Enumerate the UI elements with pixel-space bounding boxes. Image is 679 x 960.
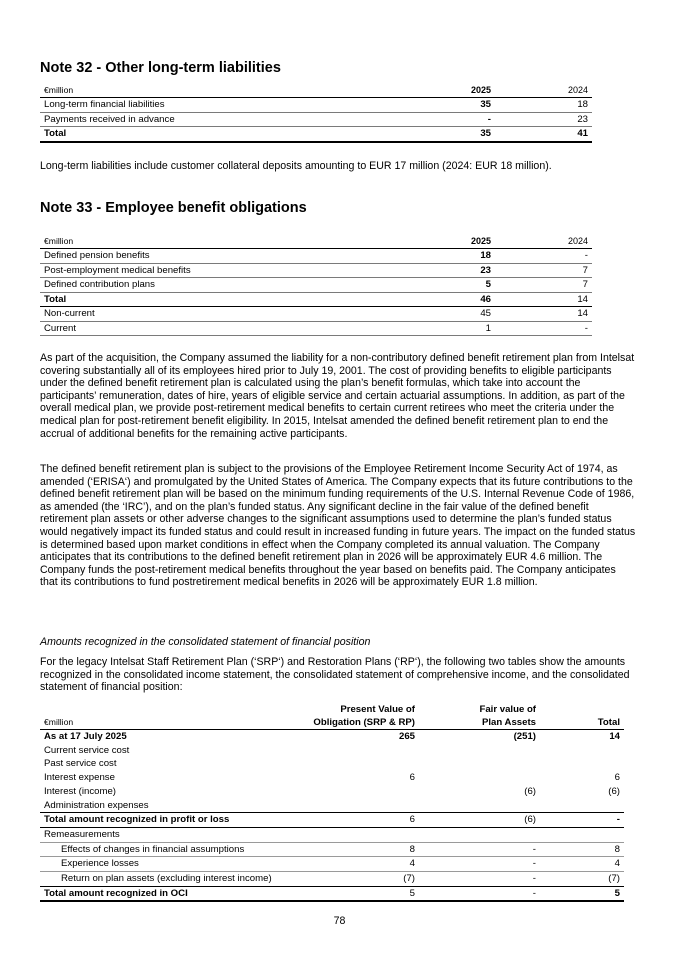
value-2025: 18 (370, 249, 495, 264)
table-header (40, 84, 592, 98)
row-label: Remeasurements (40, 827, 302, 842)
table-row (40, 785, 624, 799)
table-row (40, 872, 624, 887)
note33-table (40, 235, 592, 336)
value-pv (302, 757, 419, 771)
value-total: - (540, 813, 624, 828)
value-total: 8 (540, 842, 624, 857)
row-label: Experience losses (40, 857, 302, 872)
row-label: Long-term financial liabilities (40, 98, 370, 113)
value-fv (419, 799, 540, 813)
value-2025: 46 (370, 292, 495, 307)
col-2024: 2024 (495, 84, 592, 98)
table-row (40, 321, 592, 336)
row-label: As at 17 July 2025 (44, 731, 127, 742)
table-row (40, 842, 624, 857)
table-row (40, 799, 624, 813)
note32-table (40, 84, 592, 143)
row-label: Administration expenses (44, 799, 149, 811)
value-total: 6 (614, 772, 620, 784)
value-2024: 7 (495, 278, 592, 293)
row-label: Total (40, 127, 370, 142)
row-label: Current service cost (44, 744, 130, 756)
unit-label: €million (40, 703, 302, 730)
value-2025: 23 (370, 263, 495, 278)
pl-total-row (40, 813, 624, 828)
row-label: Current (40, 321, 370, 336)
value-2025: 1 (370, 321, 495, 336)
col-present-value-line2: Obligation (SRP & RP) (313, 717, 415, 728)
value-fv: (6) (524, 785, 536, 797)
row-label: Past service cost (44, 758, 117, 770)
value-2024: 18 (495, 98, 592, 113)
value-2024: 14 (495, 307, 592, 322)
value-total (540, 799, 624, 813)
value-fv: (251) (513, 731, 536, 742)
value-2025: 45 (370, 307, 495, 322)
col-2025: 2025 (370, 235, 495, 249)
value-fv (419, 744, 540, 758)
page-number: 78 (333, 915, 346, 927)
row-label: Payments received in advance (40, 112, 370, 127)
note33-paragraph-1: As part of the acquisition, the Company assumed the liability for a non-contributory defined benefit retirement plan from Intelsat covering substantially all of its employees hired prior to July 19, 2001. The cost of providing benefits to eligible participants under the defined benefit retirement plan is calculated using the plan’s benefit formulas, which take into account the participants’ remuneration, dates of hire, years of eligible service and certain actuarial assumptions. In addition, as part of the overall medical plan, we provide post-retirement medical benefits to certain current retirees who meet the criteria under the medical plan for post-retirement benefit eligibility. In 2015, Intelsat amended the defined benefit retirement plan to end the accrual of additional benefits for the remaining active participants. (40, 352, 635, 440)
table-row (40, 278, 592, 293)
col-total: Total (540, 703, 624, 730)
col-2025: 2025 (370, 84, 495, 98)
col-present-value-line1: Present Value of (340, 704, 415, 715)
col-fair-value-line1: Fair value of (479, 704, 536, 715)
col-fair-value-line2: Plan Assets (481, 717, 536, 728)
value-pv: 6 (409, 772, 415, 784)
row-label: Interest (income) (44, 785, 116, 797)
value-pv: 8 (302, 842, 419, 857)
table-row (40, 249, 592, 264)
total-row (40, 292, 592, 307)
subheading: Amounts recognized in the consolidated statement of financial position (40, 636, 371, 648)
value-2024: 23 (495, 112, 592, 127)
unit-label: €million (40, 235, 370, 249)
value-fv (419, 771, 540, 785)
value-total (540, 757, 624, 771)
note33-title: Note 33 - Employee benefit obligations (40, 200, 307, 216)
col-2024: 2024 (495, 235, 592, 249)
note33-paragraph-2: The defined benefit retirement plan is subject to the provisions of the Employee Retirement Income Security Act of 1974, as amended (‘ERISA‘) and promulgated by the United States of America. The Company expects that its future contributions to the defined benefit retirement plan will be based on the minimum funding requirements of the U.S. Internal Revenue Code of 1986, as amended (the ‘IRC’), and on the plan’s funded status. Any significant decline in the fair value of the defined benefit retirement plan assets or other adverse changes to the significant assumptions used to determine the plan’s funded status would negatively impact its funded status and could result in increased funding in future years. The impact on the funded status is determined based upon market conditions in effect when the Company completed its annual valuation. The Company anticipates that its contributions to the defined benefit retirement plan in 2026 will be approximately EUR 4.6 million. The Company funds the post-retirement medical benefits throughout the year based on benefits paid. The Company anticipates that its contributions to fund postretirement medical benefits in 2026 will be approximately EUR 1.8 million. (40, 463, 636, 589)
value-2024: - (495, 321, 592, 336)
table-header (40, 235, 592, 249)
value-2025: 35 (370, 98, 495, 113)
value-total: 4 (540, 857, 624, 872)
table-header (40, 703, 624, 730)
value-2024: 7 (495, 263, 592, 278)
table-row (40, 744, 624, 758)
value-fv: - (419, 886, 540, 901)
value-fv: - (419, 842, 540, 857)
table-row (40, 771, 624, 785)
table-row (40, 263, 592, 278)
note32-title: Note 32 - Other long-term liabilities (40, 60, 281, 76)
value-fv: - (419, 857, 540, 872)
opening-row (40, 730, 624, 744)
srp-rp-table (40, 703, 624, 902)
note32-text: Long-term liabilities include customer collateral deposits amounting to EUR 17 million (2024: EUR 18 million). (40, 160, 552, 172)
value-fv: (6) (419, 813, 540, 828)
value-pv (302, 785, 419, 799)
note33-paragraph-3: For the legacy Intelsat Staff Retirement Plan (‘SRP‘) and Restoration Plans (‘RP‘), the following two tables show the amounts recognized in the consolidated income statement, the consolidated statement of comprehensive income, and the consolidated statement of financial position: (40, 656, 630, 694)
row-label: Non-current (40, 307, 370, 322)
value-2024: - (495, 249, 592, 264)
value-fv: - (532, 873, 536, 885)
remeasurements-row (40, 827, 624, 842)
value-pv: 4 (302, 857, 419, 872)
row-label: Total amount recognized in profit or loss (40, 813, 302, 828)
row-label: Total (40, 292, 370, 307)
value-total: (6) (608, 785, 620, 797)
value-2024: 14 (495, 292, 592, 307)
value-total (540, 744, 624, 758)
value-2025: 5 (370, 278, 495, 293)
value-pv (302, 744, 419, 758)
unit-label: €million (40, 84, 370, 98)
row-label: Effects of changes in financial assumptions (40, 842, 302, 857)
value-total: 14 (609, 731, 620, 742)
value-pv: (7) (403, 873, 415, 885)
table-row (40, 112, 592, 127)
col-fair-value (419, 703, 540, 730)
row-label: Interest expense (44, 772, 115, 784)
row-label: Post-employment medical benefits (40, 263, 370, 278)
row-label: Total amount recognized in OCI (40, 886, 302, 901)
row-label: Defined contribution plans (40, 278, 370, 293)
value-2025: 35 (370, 127, 495, 142)
oci-total-row (40, 886, 624, 901)
value-total: 5 (540, 886, 624, 901)
value-pv: 5 (302, 886, 419, 901)
value-2024: 41 (495, 127, 592, 142)
row-label: Return on plan assets (excluding interest income) (61, 873, 272, 885)
total-row (40, 127, 592, 142)
value-fv (419, 757, 540, 771)
table-row (40, 307, 592, 322)
value-pv (302, 799, 419, 813)
col-present-value (302, 703, 419, 730)
table-row (40, 757, 624, 771)
table-row (40, 98, 592, 113)
table-row (40, 857, 624, 872)
value-2025: - (370, 112, 495, 127)
value-pv: 265 (398, 731, 415, 742)
row-label: Defined pension benefits (40, 249, 370, 264)
value-total: (7) (608, 873, 620, 885)
value-pv: 6 (302, 813, 419, 828)
